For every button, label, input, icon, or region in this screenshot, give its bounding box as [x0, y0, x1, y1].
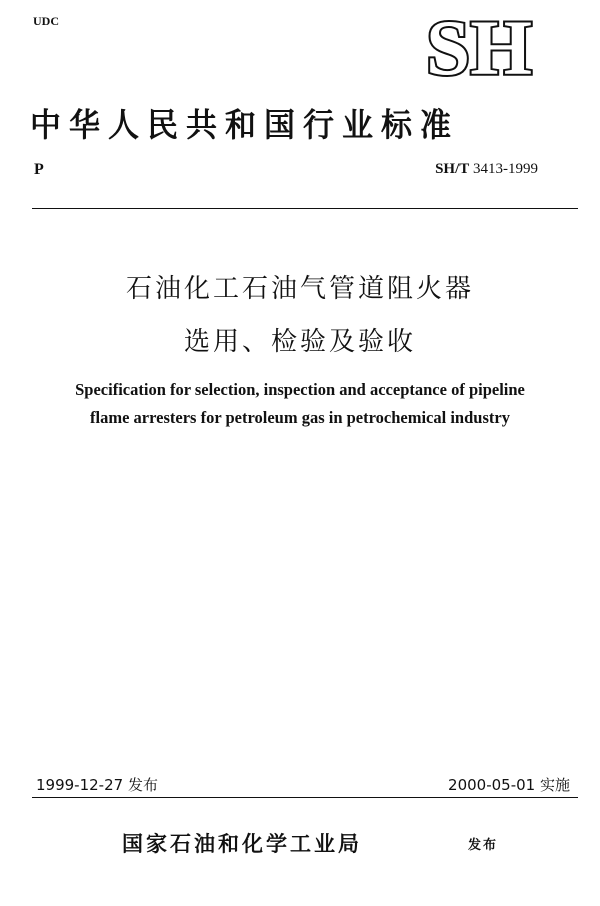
title-english-line2: flame arresters for petroleum gas in petrochemical industry: [90, 408, 510, 427]
category-code: P: [34, 161, 44, 178]
header-divider: [32, 208, 578, 209]
sh-logo-text: SH: [426, 14, 532, 82]
standard-number-value: 3413-1999: [473, 161, 538, 177]
issuing-authority: 国家石油和化学工业局: [122, 832, 362, 856]
title-chinese-line2: 选用、检验及验收: [183, 327, 416, 357]
standard-number: [435, 161, 538, 178]
implementation-date: 2000-05-01 实施: [448, 776, 570, 794]
standard-number-prefix: SH/T: [435, 161, 470, 177]
issuing-action: 发布: [468, 838, 499, 853]
udc-label: UDC: [33, 14, 59, 28]
footer-divider: [32, 797, 578, 798]
sh-logo-graphic: [424, 14, 534, 82]
title-chinese-line1: 石油化工石油气管道阻火器: [125, 274, 474, 304]
standard-type-title: 中华人民共和国行业标准: [30, 106, 459, 145]
title-english-line1: Specification for selection, inspection and acceptance of pipeline: [75, 380, 525, 399]
issue-date: 1999-12-27 发布: [36, 776, 158, 794]
sh-logo: [424, 14, 534, 82]
